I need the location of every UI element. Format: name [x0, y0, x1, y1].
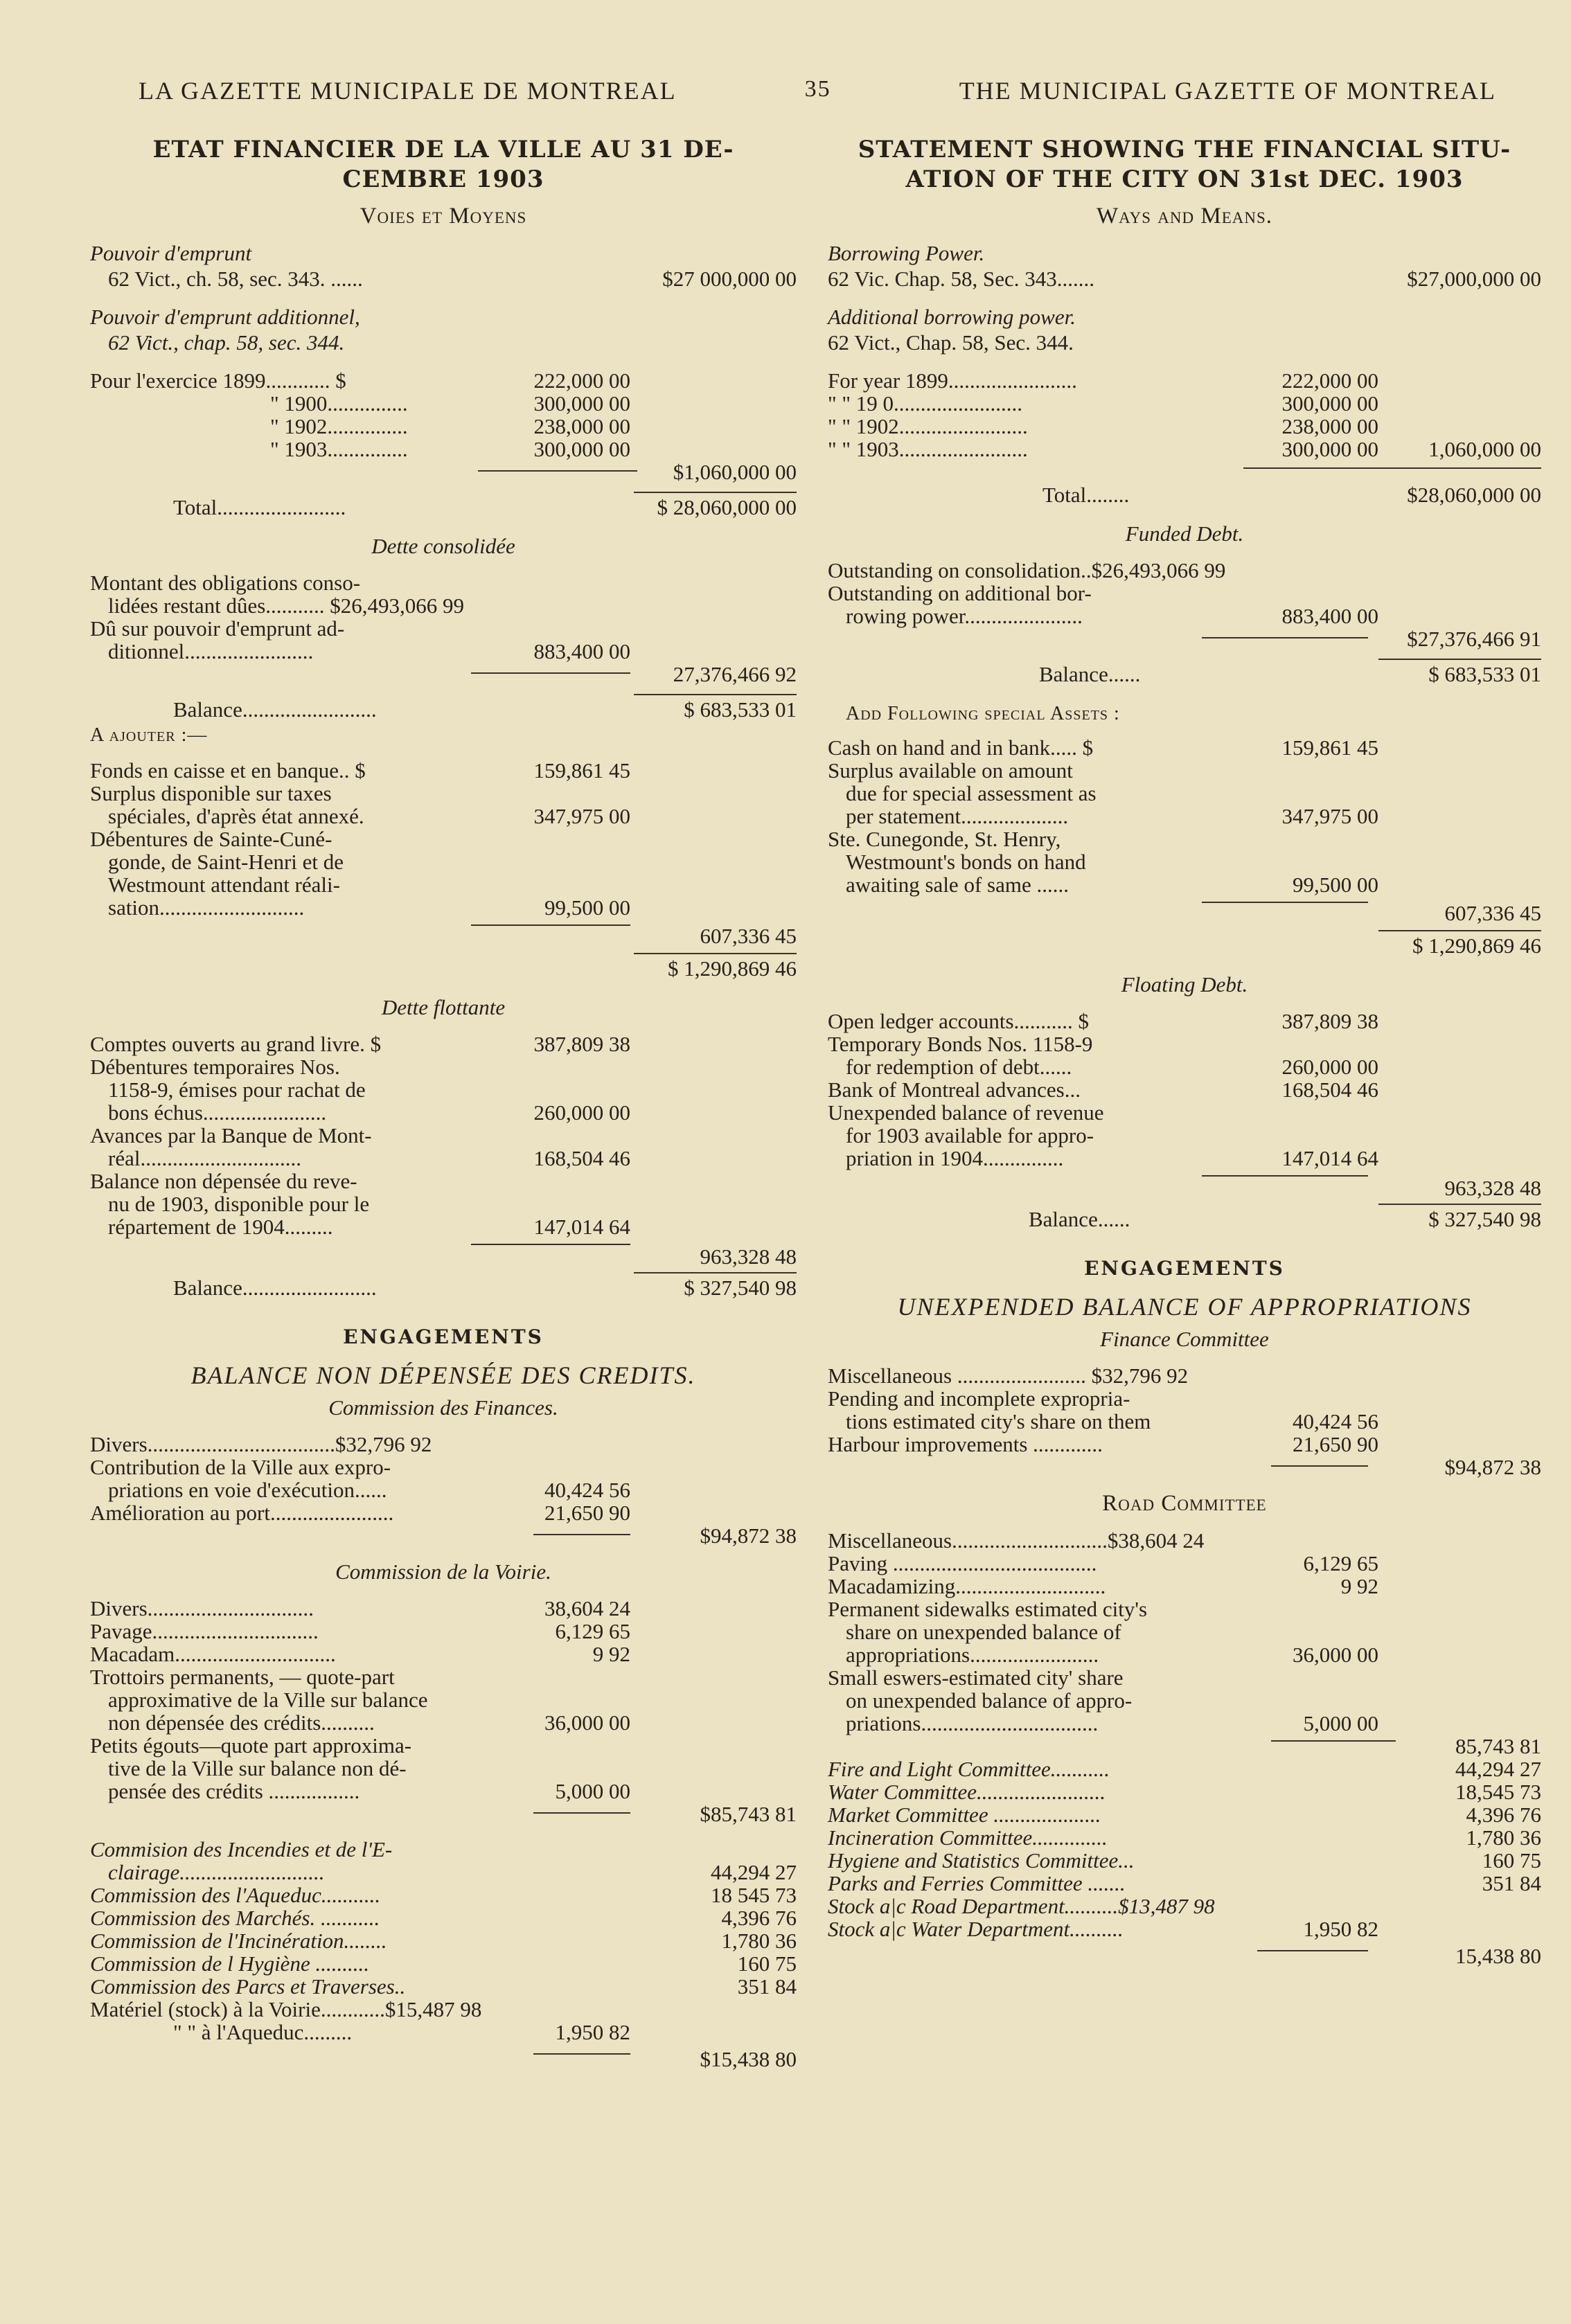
en-hygiene: Hygiene and Statistics Committee... — [828, 1848, 1135, 1872]
fr-incendies-amount: 44,294 27 — [711, 1860, 797, 1884]
fr-aqueduc-amount: 18 545 73 — [711, 1883, 797, 1907]
rule — [1202, 1175, 1368, 1177]
fr-montant-1: Montant des obligations conso- — [90, 571, 361, 595]
en-open-ledger: Open ledger accounts........... $ — [828, 1009, 1090, 1033]
en-ste-3: awaiting sale of same ...... — [846, 873, 1069, 897]
fr-parcs: Commission des Parcs et Traverses.. — [90, 1974, 406, 1999]
fr-year-1902-amount: 238,000 00 — [533, 414, 630, 438]
fr-year-1903-amount: 300,000 00 — [533, 437, 630, 461]
english-column — [828, 135, 1541, 1966]
en-fire-light-amount: 44,294 27 — [1455, 1757, 1541, 1781]
fr-trottoirs-3: non dépensée des crédits.......... — [108, 1710, 375, 1735]
en-years-sum: 1,060,000 00 — [1428, 437, 1541, 461]
fr-flottante-sum: 963,328 48 — [700, 1244, 797, 1269]
en-misc: Miscellaneous ........................ $32,796 92 — [828, 1364, 1189, 1388]
fr-year-1900: " 1900............... — [270, 391, 408, 415]
en-balance-2-amount: $ 327,540 98 — [1428, 1207, 1541, 1231]
en-unexpended-balance: UNEXPENDED BALANCE OF APPROPRIATIONS — [897, 1293, 1472, 1321]
en-sidewalks-3: appropriations........................ — [846, 1643, 1099, 1667]
rule — [471, 672, 630, 674]
en-parks-amount: 351 84 — [1482, 1871, 1541, 1895]
rule — [1202, 637, 1368, 638]
en-hygiene-amount: 160 75 — [1482, 1848, 1541, 1872]
en-vic-amount: $27,000,000 00 — [1407, 267, 1541, 291]
en-add-sum: 607,336 45 — [1444, 901, 1541, 925]
en-harbour-amount: 21,650 90 — [1293, 1432, 1378, 1456]
en-road-sum: 85,743 81 — [1455, 1734, 1541, 1758]
en-sidewalks-amount: 36,000 00 — [1293, 1643, 1378, 1667]
fr-ajouter: A ajouter :— — [90, 724, 208, 746]
fr-balnon-amount: 147,014 64 — [533, 1215, 630, 1239]
fr-balance-non-depensee: BALANCE NON DÉPENSÉE DES CREDITS. — [190, 1361, 696, 1389]
en-year-1902-amount: 238,000 00 — [1281, 414, 1378, 438]
en-outstanding-amount: 883,400 00 — [1281, 604, 1378, 628]
fr-temp-1: Débentures temporaires Nos. — [90, 1055, 340, 1079]
en-funded-heading: Funded Debt. — [1125, 521, 1244, 546]
fr-dette-heading: Dette consolidée — [371, 534, 515, 558]
fr-year-1899-amount: 222,000 00 — [533, 368, 630, 393]
fr-total-amount: $ 28,060,000 00 — [657, 495, 797, 519]
en-finance-sum: $94,872 38 — [1444, 1455, 1541, 1479]
en-surplus-2: due for special assessment as — [846, 781, 1097, 805]
en-ste-2: Westmount's bonds on hand — [846, 850, 1086, 874]
fr-ajouter-sum: 607,336 45 — [700, 924, 797, 948]
fr-comptes-amount: 387,809 38 — [533, 1032, 630, 1056]
fr-temp-3: bons échus....................... — [108, 1100, 327, 1125]
en-stock-road: Stock a|c Road Department..........$13,487 98 — [828, 1894, 1215, 1918]
en-sewers-1: Small eswers-estimated city' share — [828, 1665, 1124, 1690]
rule — [471, 1244, 630, 1245]
en-unexp-amount: 147,014 64 — [1281, 1146, 1378, 1170]
en-parks: Parks and Ferries Committee ....... — [828, 1871, 1126, 1895]
en-ste-amount: 99,500 00 — [1293, 873, 1378, 897]
en-stock-sum: 15,438 80 — [1455, 1944, 1541, 1968]
en-temp-amount: 260,000 00 — [1281, 1055, 1378, 1079]
fr-contrib-amount: 40,424 56 — [544, 1478, 630, 1502]
en-year-1902: " " 1902........................ — [828, 414, 1028, 438]
fr-avances-amount: 168,504 46 — [533, 1146, 630, 1170]
en-temp-1: Temporary Bonds Nos. 1158-9 — [828, 1032, 1093, 1056]
en-bank-amount: 168,504 46 — [1281, 1078, 1378, 1102]
fr-amelioration: Amélioration au port....................... — [90, 1501, 394, 1525]
fr-egouts-amount: 5,000 00 — [555, 1779, 630, 1803]
en-outstanding-3: rowing power...................... — [846, 604, 1083, 628]
en-cash: Cash on hand and in bank..... $ — [828, 735, 1094, 760]
fr-years-sum: $1,060,000 00 — [673, 460, 797, 484]
fr-trottoirs-amount: 36,000 00 — [544, 1710, 630, 1735]
en-paving: Paving ...................................... — [828, 1551, 1097, 1575]
en-macadamizing-amount: 9 92 — [1340, 1574, 1378, 1598]
rule — [1202, 902, 1368, 903]
fr-flottante-heading: Dette flottante — [381, 995, 506, 1019]
fr-contrib-2: priations en voie d'exécution...... — [108, 1478, 387, 1502]
rule — [1257, 1950, 1368, 1951]
fr-total-2: $ 1,290,869 46 — [668, 956, 797, 981]
en-pending-1: Pending and incomplete expropria- — [828, 1386, 1130, 1411]
en-fire-light: Fire and Light Committee........... — [828, 1757, 1110, 1781]
en-market-amount: 4,396 76 — [1466, 1803, 1541, 1827]
fr-avances-2: réal.............................. — [108, 1146, 301, 1170]
fr-hygiene: Commission de l Hygiène .......... — [90, 1951, 369, 1976]
fr-voirie-divers-amount: 38,604 24 — [544, 1596, 630, 1620]
en-year-1899: For year 1899........................ — [828, 368, 1077, 393]
en-balance-1: Balance...... — [1039, 662, 1141, 686]
en-total: Total........ — [1042, 483, 1130, 507]
en-sidewalks-2: share on unexpended balance of — [846, 1620, 1121, 1644]
fr-voirie-sum: $85,743 81 — [700, 1802, 797, 1826]
en-year-1899-amount: 222,000 00 — [1281, 368, 1378, 393]
en-stock-water-amount: 1,950 82 — [1303, 1917, 1378, 1941]
fr-amelioration-amount: 21,650 90 — [544, 1501, 630, 1525]
fr-year-1903: " 1903............... — [270, 437, 408, 461]
fr-deb-3: Westmount attendant réali- — [108, 873, 340, 897]
fr-marches: Commission des Marchés. ........... — [90, 1906, 380, 1930]
en-bank: Bank of Montreal advances... — [828, 1078, 1081, 1102]
en-balance-1-amount: $ 683,533 01 — [1428, 662, 1541, 686]
french-column — [90, 135, 797, 2069]
en-ways-heading: Ways and Means. — [1096, 204, 1273, 229]
fr-aqueduc: Commission des l'Aqueduc........... — [90, 1883, 381, 1907]
en-ste-1: Ste. Cunegonde, St. Henry, — [828, 827, 1061, 851]
en-year-1900-amount: 300,000 00 — [1281, 391, 1378, 415]
french-title: ETAT FINANCIER DE LA VILLE AU 31 DE- CEMBRE 1903 — [152, 136, 734, 193]
rule — [634, 953, 797, 954]
fr-incendies-2: clairage........................... — [108, 1860, 325, 1884]
en-surplus-amount: 347,975 00 — [1281, 804, 1378, 828]
en-pending-amount: 40,424 56 — [1293, 1409, 1378, 1433]
fr-balance-2-amount: $ 327,540 98 — [684, 1276, 797, 1300]
en-balance-2: Balance...... — [1029, 1207, 1130, 1231]
fr-balance-1: Balance......................... — [173, 697, 377, 722]
fr-macadam: Macadam.............................. — [90, 1642, 336, 1666]
en-additional: Additional borrowing power. — [828, 305, 1076, 329]
en-sewers-3: priations................................. — [846, 1711, 1099, 1735]
rule — [478, 470, 637, 472]
rule — [634, 694, 797, 695]
fr-total: Total........................ — [173, 495, 346, 519]
fr-balnon-2: nu de 1903, disponible pour le — [108, 1192, 370, 1216]
fr-year-1899: Pour l'exercice 1899............ $ — [90, 368, 346, 393]
en-macadamizing: Macadamizing............................ — [828, 1574, 1106, 1598]
fr-avances-1: Avances par la Banque de Mont- — [90, 1123, 372, 1147]
en-borrowing: Borrowing Power. — [828, 241, 985, 265]
en-funded-sum: $27,376,466 91 — [1407, 627, 1541, 651]
fr-vict: 62 Vict., ch. 58, sec. 343. ...... — [108, 267, 363, 291]
en-outstanding-2: Outstanding on additional bor- — [828, 581, 1092, 605]
fr-surplus-2: spéciales, d'après état annexé. — [108, 804, 364, 828]
fr-du-amount: 883,400 00 — [533, 639, 630, 663]
fr-vict-amount: $27 000,000 00 — [662, 267, 797, 291]
fr-fonds: Fonds en caisse et en banque.. $ — [90, 758, 366, 783]
en-year-1903: " " 1903........................ — [828, 437, 1028, 461]
en-surplus-1: Surplus available on amount — [828, 758, 1073, 783]
en-sewers-2: on unexpended balance of appro- — [846, 1688, 1133, 1713]
fr-surplus-1: Surplus disponible sur taxes — [90, 781, 332, 805]
fr-egouts-3: pensée des crédits ................. — [108, 1779, 360, 1803]
en-road-misc: Miscellaneous.............................$38,604 24 — [828, 1528, 1205, 1553]
rule — [533, 1812, 630, 1814]
fr-deb-2: gonde, de Saint-Henri et de — [108, 850, 344, 874]
rule — [1378, 659, 1541, 660]
fr-trottoirs-1: Trottoirs permanents, — quote-part — [90, 1665, 395, 1689]
fr-balnon-1: Balance non dépensée du reve- — [90, 1169, 357, 1193]
fr-divers: Divers...................................$32,796 92 — [90, 1432, 432, 1456]
en-engagements: ENGAGEMENTS — [1084, 1257, 1285, 1280]
fr-hygiene-amount: 160 75 — [737, 1951, 797, 1976]
rule — [634, 1272, 797, 1273]
fr-dette-sum: 27,376,466 92 — [673, 662, 797, 686]
en-incineration-amount: 1,780 36 — [1466, 1825, 1541, 1850]
rule — [1378, 930, 1541, 931]
fr-trottoirs-2: approximative de la Ville sur balance — [108, 1688, 428, 1712]
en-year-1903-amount: 300,000 00 — [1281, 437, 1378, 461]
en-unexp-2: for 1903 available for appro- — [846, 1123, 1094, 1147]
en-floating-heading: Floating Debt. — [1121, 972, 1248, 996]
fr-incendies-1: Commision des Incendies et de l'E- — [90, 1837, 393, 1861]
fr-surplus-amount: 347,975 00 — [533, 804, 630, 828]
en-vict2: 62 Vict., Chap. 58, Sec. 344. — [828, 330, 1074, 355]
rule — [533, 2053, 630, 2055]
fr-egouts-2: tive de la Ville sur balance non dé- — [108, 1756, 407, 1780]
en-incineration: Incineration Committee.............. — [828, 1825, 1108, 1850]
fr-du-1: Dû sur pouvoir d'emprunt ad- — [90, 616, 345, 641]
en-vic: 62 Vic. Chap. 58, Sec. 343....... — [828, 267, 1095, 291]
fr-pavage: Pavage............................... — [90, 1619, 319, 1643]
fr-deb-amount: 99,500 00 — [544, 895, 630, 920]
en-open-ledger-amount: 387,809 38 — [1281, 1009, 1378, 1033]
en-temp-2: for redemption of debt...... — [846, 1055, 1072, 1079]
en-total-amount: $28,060,000 00 — [1407, 483, 1541, 507]
fr-materiel-sum: $15,438 80 — [700, 2047, 797, 2071]
en-unexp-3: priation in 1904............... — [846, 1146, 1064, 1170]
en-harbour: Harbour improvements ............. — [828, 1432, 1103, 1456]
fr-incineration: Commission de l'Incinération........ — [90, 1929, 387, 1953]
fr-contrib-1: Contribution de la Ville aux expro- — [90, 1455, 391, 1479]
en-year-1900: " " 19 0........................ — [828, 391, 1023, 415]
fr-finances-sum: $94,872 38 — [700, 1523, 797, 1548]
fr-materiel-2-amount: 1,950 82 — [555, 2020, 630, 2044]
fr-year-1900-amount: 300,000 00 — [533, 391, 630, 415]
en-surplus-3: per statement.................... — [846, 804, 1069, 828]
fr-voirie-divers: Divers............................... — [90, 1596, 314, 1620]
en-total-2: $ 1,290,869 46 — [1412, 933, 1541, 958]
fr-materiel-2: " " à l'Aqueduc......... — [173, 2020, 353, 2044]
rule — [471, 924, 630, 926]
en-water: Water Committee........................ — [828, 1780, 1106, 1804]
fr-voies-heading: Voies et Moyens — [360, 204, 527, 229]
en-stock-water: Stock a|c Water Department.......... — [828, 1917, 1124, 1941]
english-title: STATEMENT SHOWING THE FINANCIAL SITU- ATION OF THE CITY ON 31st DEC. 1903 — [858, 136, 1511, 193]
en-water-amount: 18,545 73 — [1455, 1780, 1541, 1804]
fr-parcs-amount: 351 84 — [737, 1974, 797, 1999]
rule — [634, 492, 797, 493]
fr-montant-2: lidées restant dûes........... $26,493,066 99 — [108, 593, 465, 618]
rule — [1271, 1740, 1396, 1742]
en-unexp-1: Unexpended balance of revenue — [828, 1100, 1104, 1125]
en-cash-amount: 159,861 45 — [1281, 735, 1378, 760]
rule — [533, 1534, 630, 1535]
fr-commission-finances: Commission des Finances. — [328, 1395, 558, 1420]
en-market: Market Committee .................... — [828, 1803, 1101, 1827]
fr-macadam-amount: 9 92 — [592, 1642, 630, 1666]
fr-fonds-amount: 159,861 45 — [533, 758, 630, 783]
en-pending-2: tions estimated city's share on them — [846, 1409, 1151, 1433]
fr-commission-voirie: Commission de la Voirie. — [335, 1559, 551, 1584]
page-number: 35 — [804, 76, 831, 102]
en-finance-committee: Finance Committee — [1100, 1327, 1269, 1351]
fr-temp-2: 1158-9, émises pour rachat de — [108, 1078, 366, 1102]
fr-deb-4: sation........................... — [108, 895, 305, 920]
header-right: THE MUNICIPAL GAZETTE OF MONTREAL — [959, 77, 1496, 105]
fr-egouts-1: Petits égouts—quote part approxima- — [90, 1733, 412, 1758]
fr-vict2: 62 Vict., chap. 58, sec. 344. — [108, 330, 345, 355]
fr-balance-1-amount: $ 683,533 01 — [684, 697, 797, 722]
en-add-assets: Add Following special Assets : — [846, 703, 1120, 724]
fr-marches-amount: 4,396 76 — [721, 1906, 797, 1930]
en-outstanding-1: Outstanding on consolidation..$26,493,066 99 — [828, 558, 1226, 582]
fr-deb-1: Débentures de Sainte-Cuné- — [90, 827, 332, 851]
fr-year-1902: " 1902............... — [270, 414, 408, 438]
fr-materiel-1: Matériel (stock) à la Voirie............$15,487 98 — [90, 1997, 482, 2021]
fr-incineration-amount: 1,780 36 — [721, 1929, 797, 1953]
fr-balance-2: Balance......................... — [173, 1276, 377, 1300]
fr-balnon-3: répartement de 1904......... — [108, 1215, 333, 1239]
fr-comptes: Comptes ouverts au grand livre. $ — [90, 1032, 382, 1056]
en-sidewalks-1: Permanent sidewalks estimated city's — [828, 1597, 1148, 1621]
en-sewers-amount: 5,000 00 — [1303, 1711, 1378, 1735]
running-header — [139, 76, 1496, 105]
rule — [1378, 1204, 1541, 1205]
fr-du-2: ditionnel........................ — [108, 639, 314, 663]
en-road-committee: Road Committee — [1102, 1491, 1267, 1516]
en-paving-amount: 6,129 65 — [1303, 1551, 1378, 1575]
fr-pavage-amount: 6,129 65 — [555, 1619, 630, 1643]
fr-temp-amount: 260,000 00 — [533, 1100, 630, 1125]
fr-engagements: ENGAGEMENTS — [343, 1325, 544, 1348]
header-left: LA GAZETTE MUNICIPALE DE MONTREAL — [139, 77, 677, 105]
fr-pouvoir-add: Pouvoir d'emprunt additionnel, — [90, 305, 360, 329]
en-floating-sum: 963,328 48 — [1444, 1176, 1541, 1200]
rule — [1271, 1465, 1368, 1467]
rule — [1243, 467, 1541, 469]
fr-pouvoir: Pouvoir d'emprunt — [90, 241, 252, 265]
